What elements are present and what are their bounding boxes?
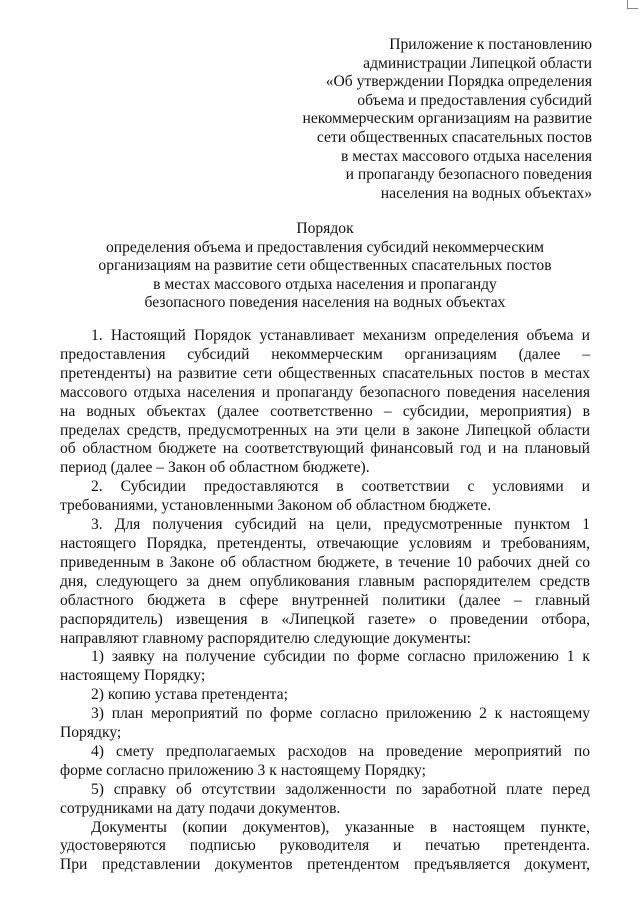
appendix-line: «Об утверждении Порядка определения xyxy=(325,73,592,91)
title-line: безопасного поведения населения на водных объектах xyxy=(144,294,506,312)
body-line: на водных объектах (далее соответственно – субсидии, мероприятия) в xyxy=(60,402,590,420)
body-line: претенденты) на развитие сети общественных спасательных постов в местах xyxy=(60,364,590,382)
appendix-header xyxy=(272,36,592,203)
page-corner-mark xyxy=(627,0,638,9)
body-paragraph xyxy=(60,648,590,686)
title-line: организациям на развитие сети общественных спасательных постов xyxy=(98,257,552,275)
body-line: форме согласно приложению 3 к настоящему Порядку; xyxy=(60,761,426,779)
body-line: требованиями, установленными Законом об областном бюджете. xyxy=(60,497,492,515)
document-body xyxy=(60,327,590,875)
body-line: настоящего Порядка, претенденты, отвечающие условиям и требованиям, xyxy=(60,534,590,552)
body-line: пределах средств, предусмотренных на эти цели в законе Липецкой области xyxy=(60,421,590,439)
body-line: 3. Для получения субсидий на цели, предусмотренные пунктом 1 xyxy=(91,516,590,534)
body-line: 1. Настоящий Порядок устанавливает механизм определения объема и xyxy=(91,327,590,344)
body-line: 1) заявку на получение субсидии по форме согласно приложению 1 к xyxy=(91,648,590,666)
body-paragraph xyxy=(60,478,590,516)
title-line: в местах массового отдыха населения и пропаганду xyxy=(153,275,497,293)
body-line: 4) смету предполагаемых расходов на проведение мероприятий по xyxy=(91,742,590,760)
appendix-line: администрации Липецкой области xyxy=(363,54,592,72)
body-line: распорядитель) извещения в «Липецкой газете» о проведении отбора, xyxy=(60,610,590,628)
title-heading: Порядок xyxy=(296,220,354,237)
appendix-line: и пропаганду безопасного поведения xyxy=(345,166,592,184)
appendix-line: объема и предоставления субсидий xyxy=(357,91,592,109)
body-line: 3) план мероприятий по форме согласно приложению 2 к настоящему xyxy=(91,705,590,723)
appendix-line: некоммерческим организациям на развитие xyxy=(302,110,592,128)
appendix-line: Приложение к постановлению xyxy=(389,36,592,53)
document-title xyxy=(60,220,590,313)
body-paragraph xyxy=(60,516,590,648)
body-line: 2. Субсидии предоставляются в соответствии с условиями и xyxy=(91,478,590,496)
appendix-line: в местах массового отдыха населения xyxy=(341,147,592,165)
body-line: удостоверяются подписью руководителя и печатью претендента. xyxy=(60,837,590,855)
appendix-line: сети общественных спасательных постов xyxy=(316,128,592,146)
body-line: сотрудниками на дату подачи документов. xyxy=(60,799,341,817)
body-line: массового отдыха населения и пропаганду безопасного поведения населения xyxy=(60,383,590,401)
body-paragraph xyxy=(60,819,590,876)
body-paragraph xyxy=(60,705,590,743)
body-line: предоставления субсидий некоммерческим организациям (далее – xyxy=(60,345,590,363)
body-line: Порядку; xyxy=(60,724,122,742)
body-paragraph xyxy=(60,327,590,478)
body-line: направляют главному распорядителю следующие документы: xyxy=(60,629,471,647)
body-line: об областном бюджете на соответствующий финансовый год и на плановый xyxy=(60,440,590,458)
title-line: определения объема и предоставления субсидий некоммерческим xyxy=(105,238,545,256)
body-paragraph xyxy=(60,686,590,705)
body-line: настоящему Порядку; xyxy=(60,667,206,685)
body-line: 2) копию устава претендента; xyxy=(91,686,288,704)
body-line: Документы (копии документов), указанные в настоящем пункте, xyxy=(91,818,590,836)
body-line: приведенным в Законе об областном бюджете, в течение 10 рабочих дней со xyxy=(60,553,590,571)
body-line: 5) справку об отсутствии задолженности по заработной плате перед xyxy=(91,780,590,798)
appendix-line: населения на водных объектах» xyxy=(380,184,592,202)
body-line: дня, следующего за днем опубликования главным распорядителем средств xyxy=(60,572,590,590)
body-line: областного бюджета в сфере внутренней политики (далее – главный xyxy=(60,591,590,609)
body-line: При представлении документов претендентом предъявляется документ, xyxy=(60,856,590,874)
body-paragraph xyxy=(60,743,590,781)
body-paragraph xyxy=(60,781,590,819)
body-line: период (далее – Закон об областном бюджете). xyxy=(60,459,370,477)
